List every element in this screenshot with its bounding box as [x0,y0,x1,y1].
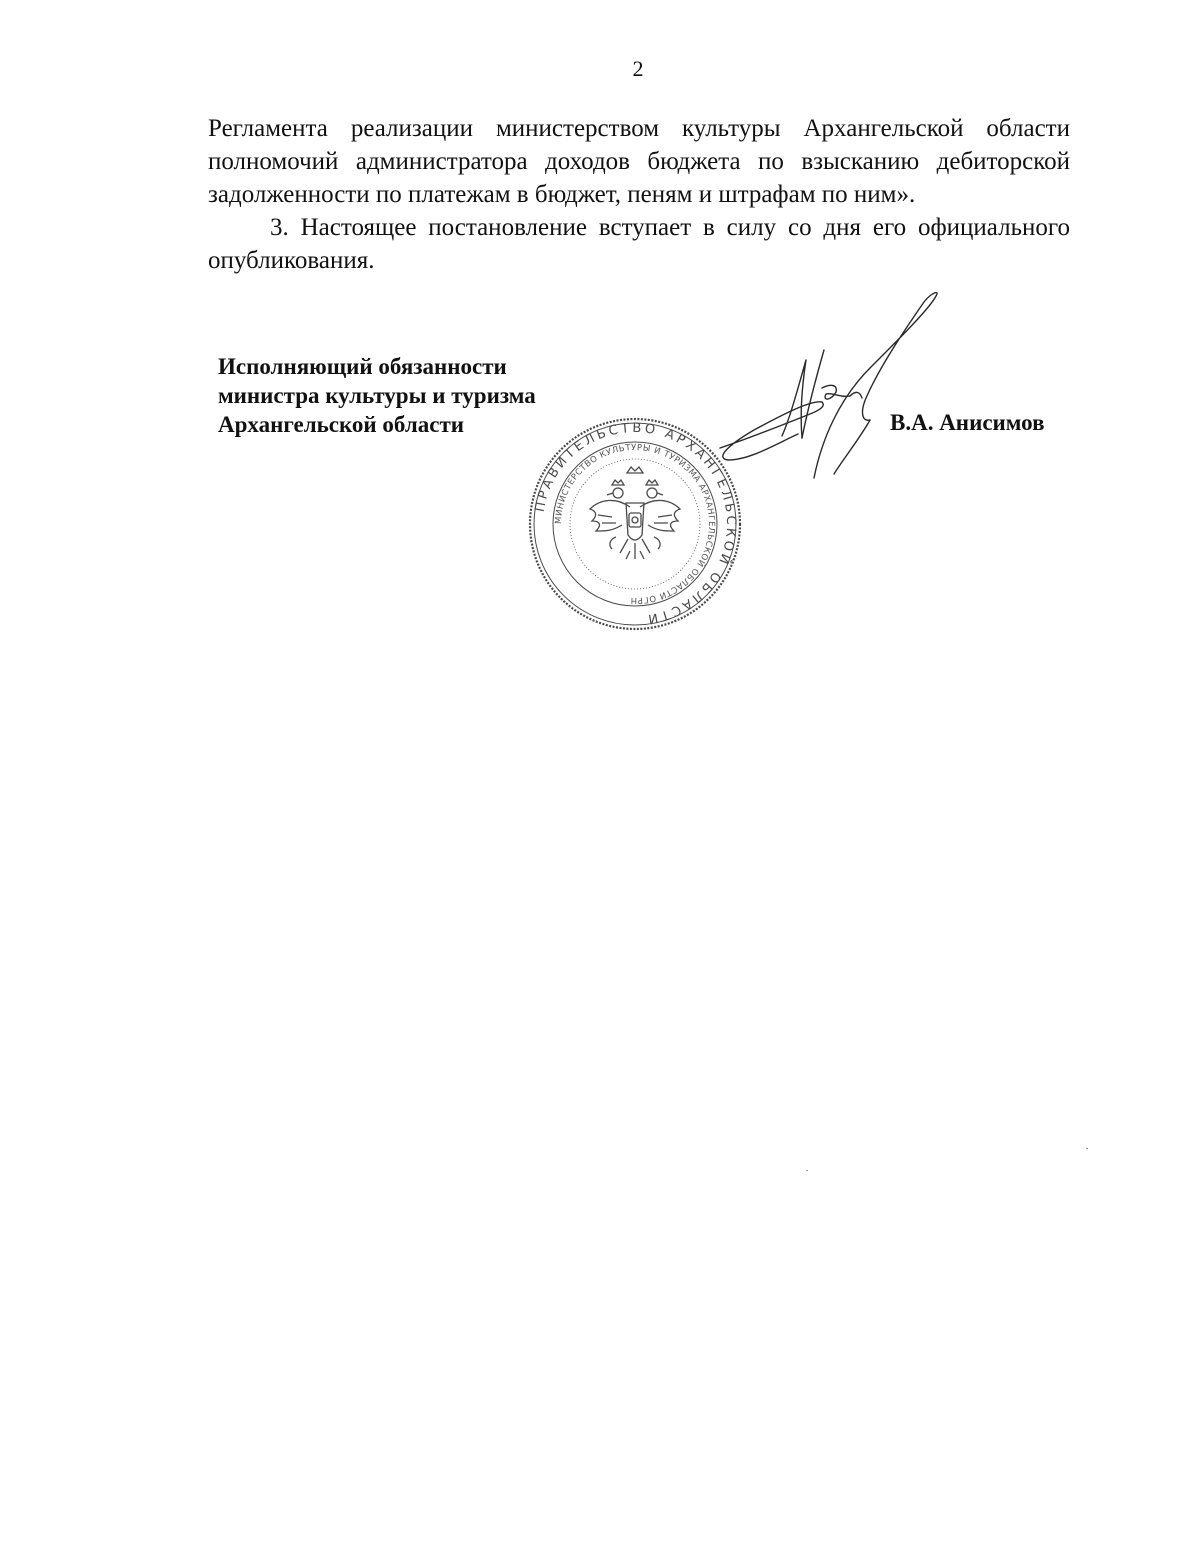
signer-position-line: Исполняющий обязанности [218,354,507,379]
seal-outer-text: ПРАВИТЕЛЬСТВО АРХАНГЕЛЬСКОЙ ОБЛАСТИ [532,420,739,627]
signer-position [218,352,536,439]
seal-inner-text: МИНИСТЕРСТВО КУЛЬТУРЫ И ТУРИЗМА АРХАНГЕЛЬСКОЙ ОБЛАСТИ ОГРН [553,442,717,606]
signer-position-line: Архангельской области [218,412,465,437]
scan-speck [806,1170,808,1171]
paragraph-item-3: 3. Настоящее постановление вступает в силу со дня его официального опубликования. [208,214,1070,274]
scan-speck [1086,1148,1088,1149]
signer-position-line: министра культуры и туризма [218,383,536,408]
signer-name: В.А. Анисимов [890,410,1045,435]
paragraph-continuation: Регламента реализации министерством культуры Архангельской области полномочий администратора доходов бюджета по взысканию дебиторской задолженности по платежам в бюджет, пеням и штрафам по ним». [208,115,1070,208]
double-headed-eagle-icon [590,467,680,559]
page-number: 2 [632,56,644,81]
handwritten-signature [710,288,950,488]
document-body [208,112,1070,277]
